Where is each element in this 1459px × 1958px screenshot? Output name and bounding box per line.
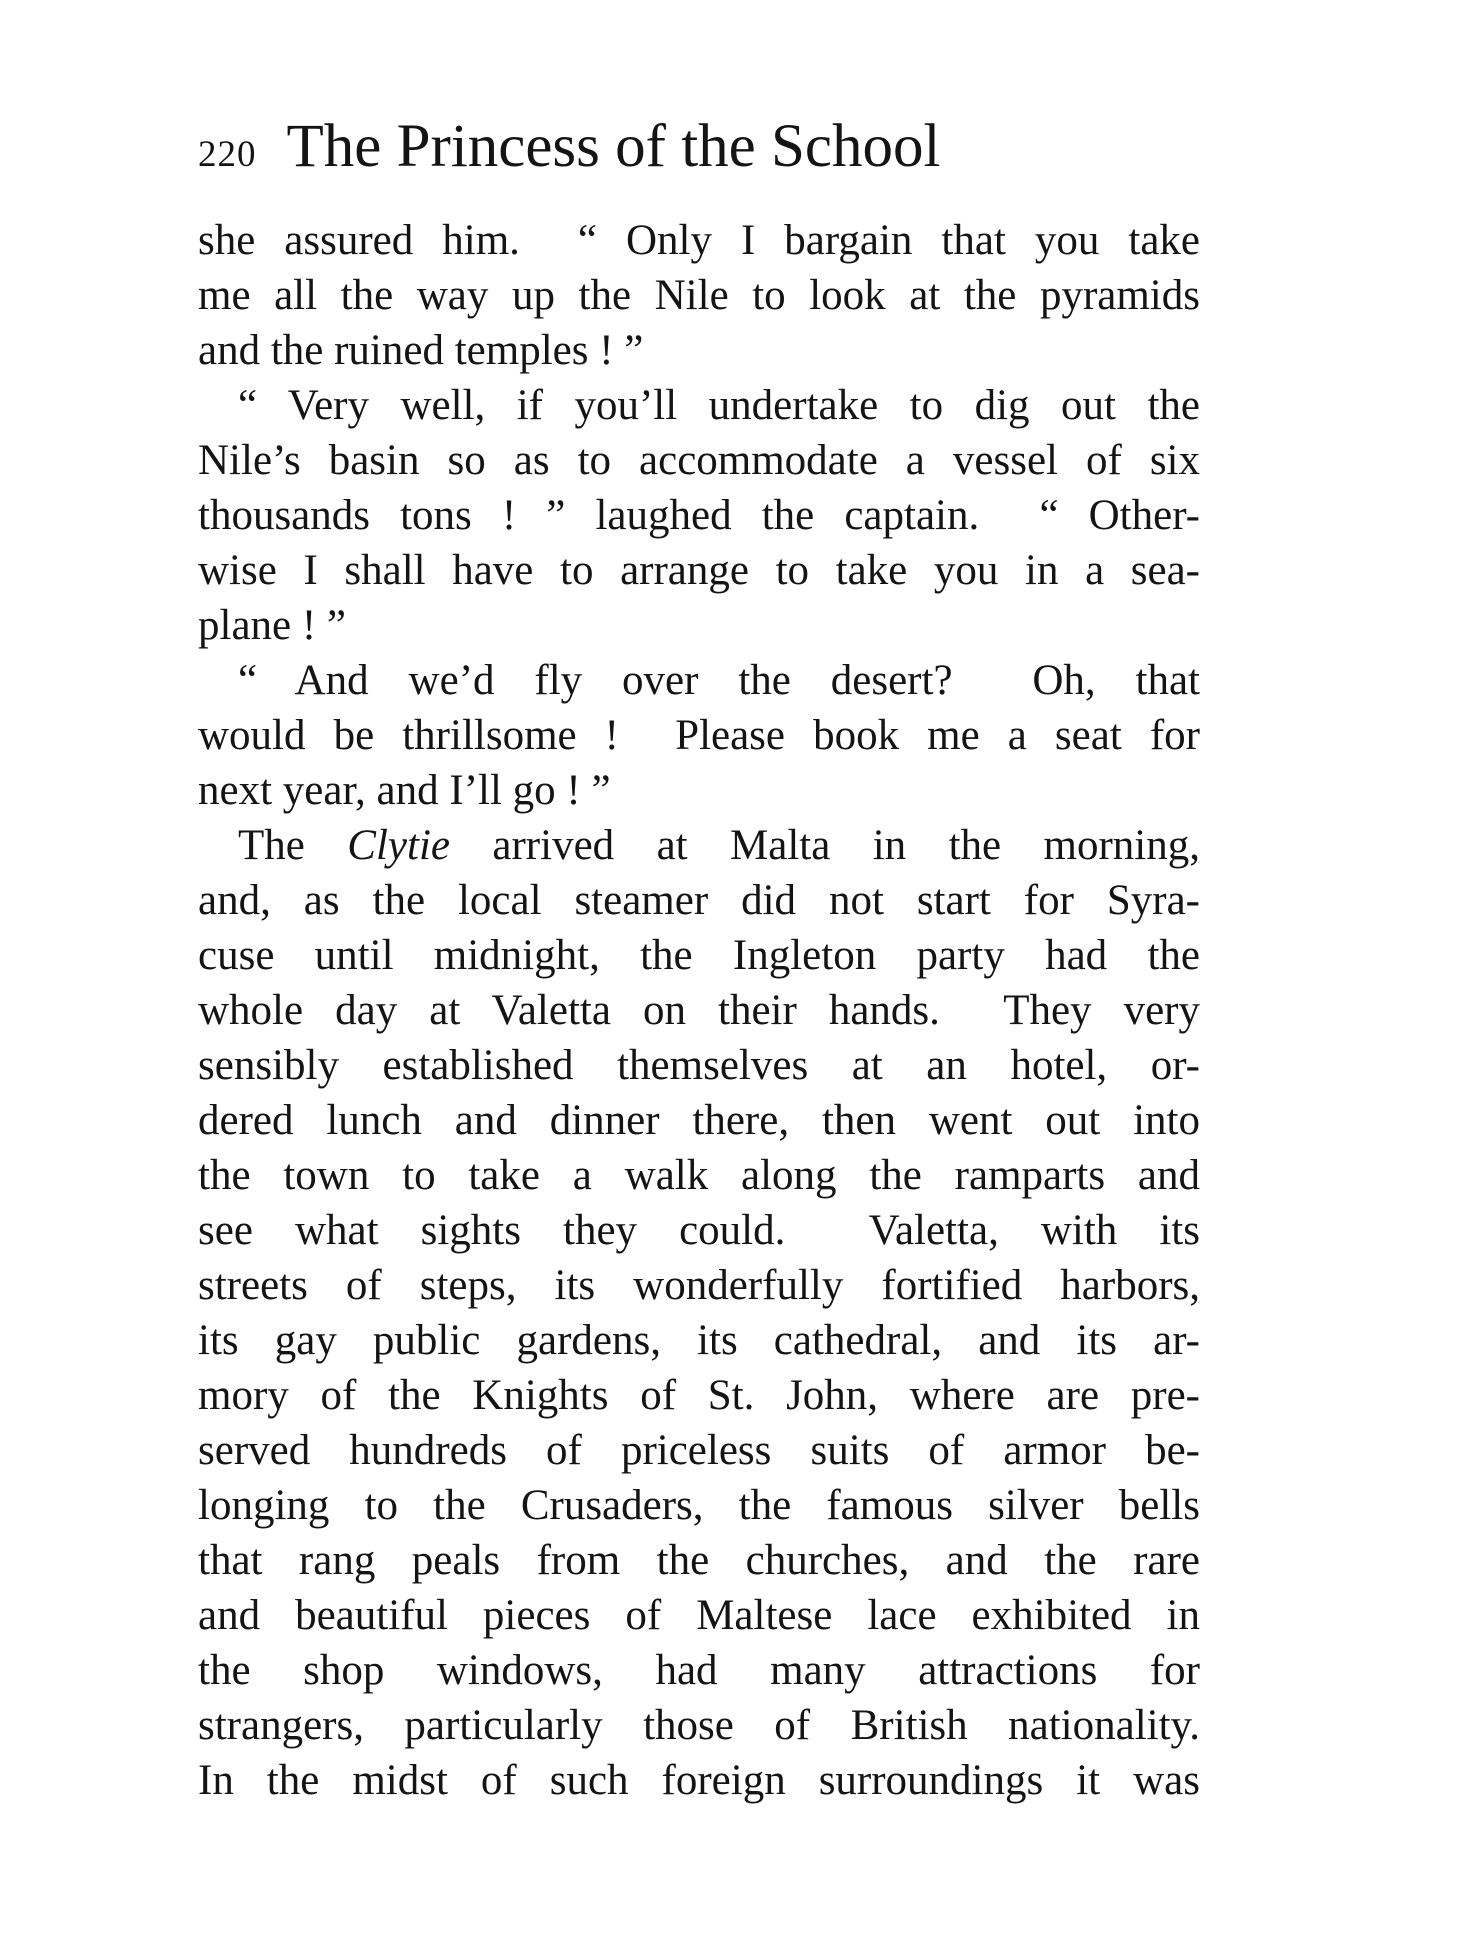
text-line-pre: The <box>238 822 348 869</box>
text-line: the shop windows, had many attractions for <box>198 1647 1200 1694</box>
text-line: served hundreds of priceless suits of armor be- <box>198 1427 1200 1474</box>
text-line: and beautiful pieces of Maltese lace exhibited in <box>198 1592 1200 1639</box>
text-line: see what sights they could. Valetta, with its <box>198 1207 1200 1254</box>
ship-name: Clytie <box>347 822 450 869</box>
text-line: longing to the Crusaders, the famous silver bells <box>198 1482 1200 1529</box>
text-line: and the ruined temples ! ” <box>198 327 644 374</box>
text-line: its gay public gardens, its cathedral, and its ar- <box>198 1317 1200 1364</box>
text-line: thousands tons ! ” laughed the captain. “ Other- <box>198 492 1200 539</box>
book-title: The Princess of the School <box>286 113 941 180</box>
text-line: next year, and I’ll go ! ” <box>198 767 611 814</box>
text-line: mory of the Knights of St. John, where are pre- <box>198 1372 1200 1419</box>
text-line: Nile’s basin so as to accommodate a vessel of six <box>198 437 1200 484</box>
text-line: dered lunch and dinner there, then went out into <box>198 1097 1200 1144</box>
text-line: wise I shall have to arrange to take you in a sea- <box>198 547 1200 594</box>
text-line-post: arrived at Malta in the morning, <box>449 822 1201 869</box>
text-line: whole day at Valetta on their hands. They very <box>198 987 1200 1034</box>
text-line: In the midst of such foreign surroundings it was <box>198 1757 1200 1804</box>
text-line: cuse until midnight, the Ingleton party had the <box>198 932 1200 979</box>
text-line: strangers, particularly those of British nationality. <box>198 1702 1200 1749</box>
text-line: would be thrillsome ! Please book me a seat for <box>198 712 1200 759</box>
text-line: sensibly established themselves at an hotel, or- <box>198 1042 1200 1089</box>
text-line: the town to take a walk along the ramparts and <box>198 1152 1200 1199</box>
text-line: “ Very well, if you’ll undertake to dig out the <box>238 382 1200 429</box>
body-text <box>198 213 1200 1808</box>
text-line: plane ! ” <box>198 602 347 649</box>
text-line: streets of steps, its wonderfully fortified harbors, <box>198 1262 1200 1309</box>
text-line: me all the way up the Nile to look at the pyramids <box>198 272 1200 319</box>
text-line: that rang peals from the churches, and the rare <box>198 1537 1200 1584</box>
text-line: “ And we’d fly over the desert? Oh, that <box>238 657 1200 704</box>
text-line: and, as the local steamer did not start for Syra- <box>198 877 1200 924</box>
page-number: 220 <box>198 134 257 175</box>
text-line: she assured him. “ Only I bargain that you take <box>198 217 1200 264</box>
text-line <box>198 818 1200 873</box>
running-head <box>198 112 1208 192</box>
